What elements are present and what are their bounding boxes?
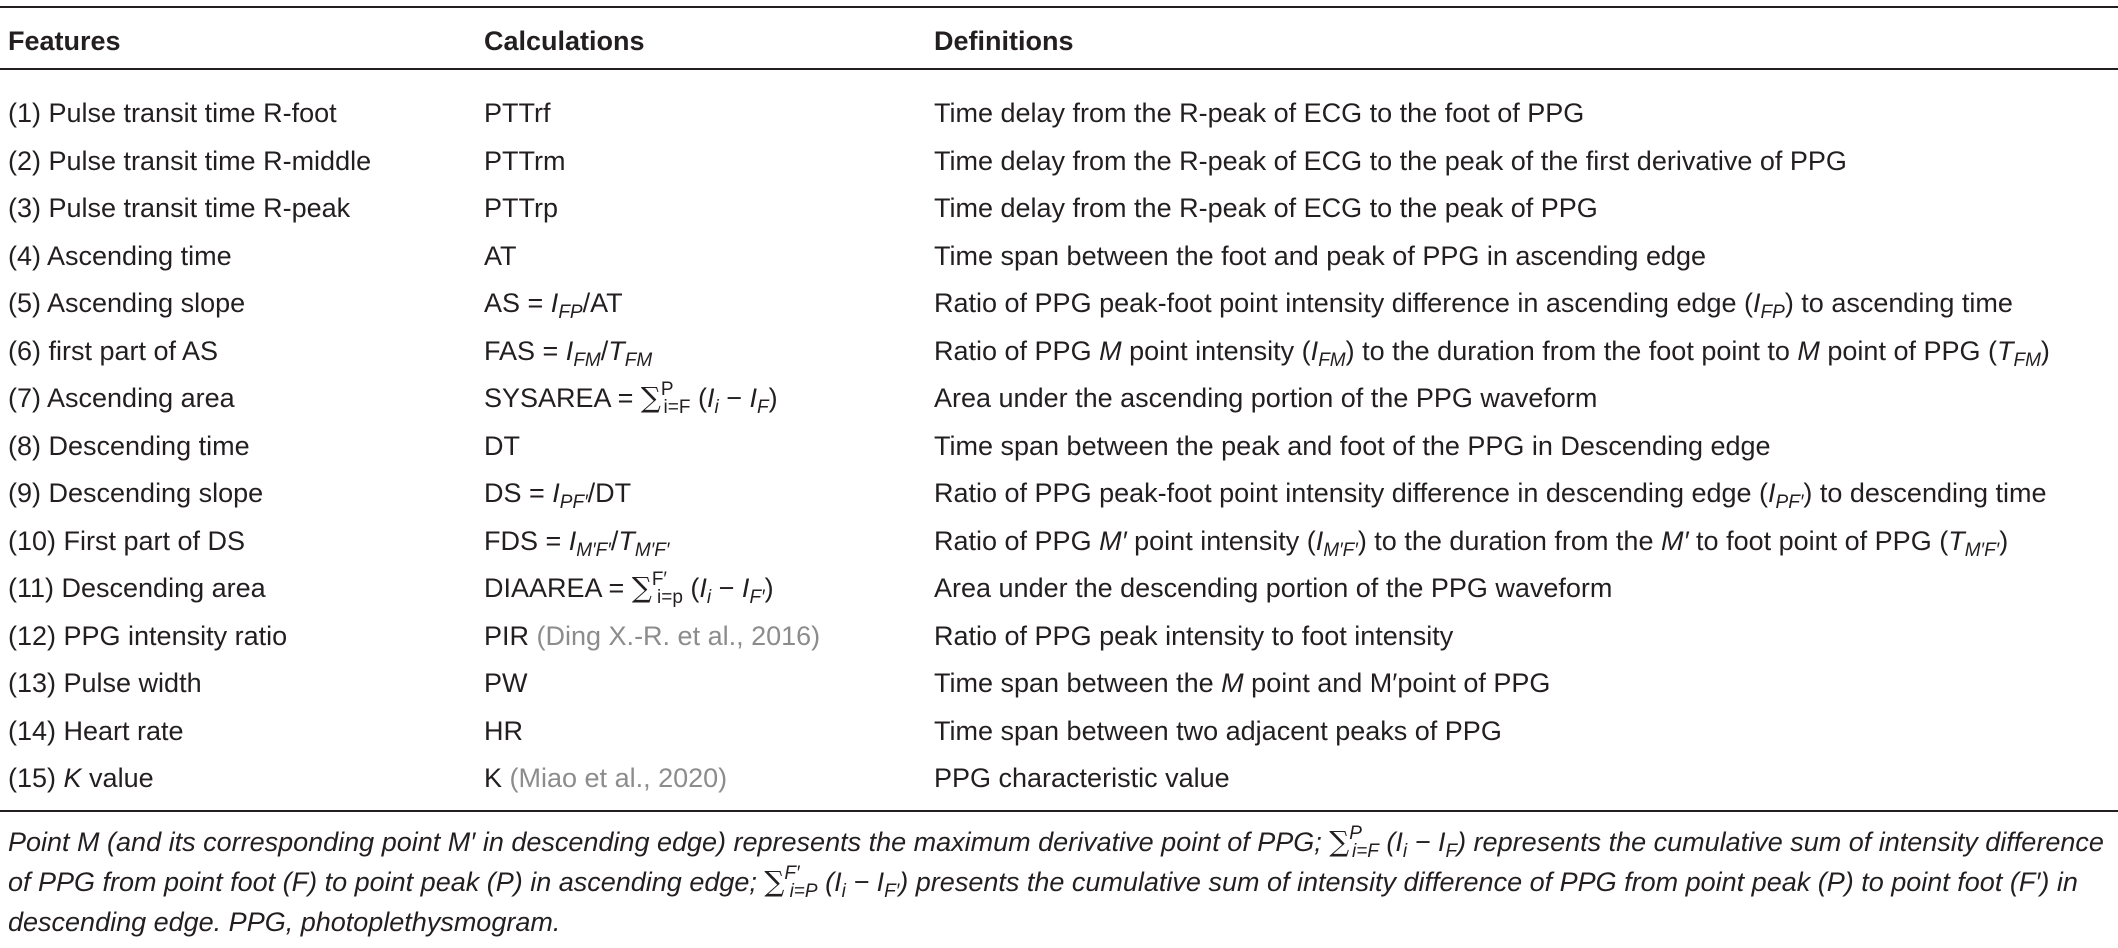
calculation-cell: DIAAREA = ∑$^{F'}_{i=p}$ $(I_i - I_{F'})$ — [484, 569, 774, 608]
calculation-cell: PIR (Ding X.-R. et al., 2016) — [484, 620, 821, 651]
feature-cell: (13) Pulse width — [8, 668, 202, 698]
feature-cell: (6) first part of AS — [8, 335, 219, 366]
calculation-cell: DT — [484, 430, 520, 461]
feature-cell: (3) Pulse transit time R-peak — [8, 193, 351, 223]
table-footnote: Point M (and its corresponding point M′ in descending edge) represents the maximum derivative point of PPG; ∑$^P_{i=F}$ $(I_i - I_F)$ represents the cumulative sum of intensity difference of PPG from point foot (F) to point peak (P) in ascending edge; ∑$^{F'}_{i=P}$ $(I_i - I_{F'})$ presents the cumulative sum of intensity difference of PPG from point peak (P) to point foot (F′) in descending edge. PPG, photoplethysmogram. — [8, 823, 2104, 937]
table-row — [0, 619, 2118, 667]
top-rule — [0, 6, 2118, 8]
calculation-cell: PTTrf — [484, 98, 551, 128]
definition-cell: PPG characteristic value — [934, 763, 1230, 793]
table-row — [0, 524, 2118, 572]
feature-cell: (9) Descending slope — [8, 478, 264, 508]
calculation-cell: K (Miao et al., 2020) — [484, 763, 728, 793]
calculation-cell: PTTrm — [484, 145, 566, 176]
calculation-cell: DS = $I_{PF'}/DT$ — [484, 478, 632, 513]
feature-cell: (12) PPG intensity ratio — [8, 620, 288, 651]
table-row — [0, 429, 2118, 477]
table-row — [0, 191, 2118, 239]
table-row — [0, 239, 2118, 287]
citation-link[interactable]: (Ding X.-R. et al., 2016) — [536, 620, 821, 651]
table-row — [0, 381, 2118, 429]
definition-cell: Ratio of PPG M′ point intensity $(I_{M'F'})$ to the duration from the M′ to foot point of PPG $(T_{M'F'})$ — [934, 525, 2009, 561]
table-row — [0, 476, 2118, 524]
calculation-cell: PW — [484, 668, 528, 698]
calculation-cell: SYSAREA = ∑$^P_{i=F}$ $(I_i - I_F)$ — [484, 379, 778, 418]
feature-cell: (5) Ascending slope — [8, 288, 246, 318]
calculation-cell: FDS = $I_{M'F'}/T_{M'F'}$ — [484, 525, 670, 561]
feature-cell: (15) K value — [8, 763, 154, 793]
table-row — [0, 571, 2118, 619]
table-row — [0, 96, 2118, 144]
feature-cell: (8) Descending time — [8, 430, 250, 461]
feature-cell: (4) Ascending time — [8, 240, 232, 271]
header-features: Features — [8, 26, 121, 56]
definition-cell: Ratio of PPG peak-foot point intensity difference in ascending edge $(I_{FP})$ to ascending time — [934, 288, 2013, 323]
feature-cell: (14) Heart rate — [8, 715, 184, 746]
definition-cell: Time span between two adjacent peaks of PPG — [934, 715, 1502, 746]
calculation-cell: HR — [484, 715, 523, 746]
definition-cell: Time span between the peak and foot of the PPG in Descending edge — [934, 430, 1771, 461]
definition-cell: Ratio of PPG M point intensity $(I_{FM})$ to the duration from the foot point to M point of PPG $(T_{FM})$ — [934, 335, 2050, 371]
definition-cell: Area under the descending portion of the PPG waveform — [934, 573, 1613, 603]
header-definitions: Definitions — [934, 26, 1074, 56]
definition-cell: Time delay from the R-peak of ECG to the peak of the first derivative of PPG — [934, 145, 1847, 176]
citation-link[interactable]: (Miao et al., 2020) — [509, 763, 728, 793]
header-calculations: Calculations — [484, 26, 645, 56]
feature-cell: (10) First part of DS — [8, 525, 246, 556]
table-row — [0, 714, 2118, 762]
table-row — [0, 144, 2118, 192]
table-row — [0, 286, 2118, 334]
definition-cell: Time span between the foot and peak of PPG in ascending edge — [934, 240, 1707, 271]
definition-cell: Time delay from the R-peak of ECG to the foot of PPG — [934, 98, 1585, 128]
table-row — [0, 761, 2118, 809]
calculation-cell: AT — [484, 240, 517, 271]
bottom-rule — [0, 810, 2118, 812]
definition-cell: Time delay from the R-peak of ECG to the peak of PPG — [934, 193, 1598, 223]
feature-cell: (2) Pulse transit time R-middle — [8, 145, 372, 176]
calculation-cell: PTTrp — [484, 193, 558, 223]
definition-cell: Time span between the M point and M′point of PPG — [934, 668, 1551, 698]
feature-cell: (7) Ascending area — [8, 383, 235, 413]
definition-cell: Area under the ascending portion of the PPG waveform — [934, 383, 1598, 413]
definition-cell: Ratio of PPG peak intensity to foot intensity — [934, 620, 1454, 651]
calculation-cell: AS = $I_{FP}/AT$ — [484, 288, 623, 323]
feature-cell: (1) Pulse transit time R-foot — [8, 98, 337, 128]
table-row — [0, 334, 2118, 382]
definition-cell: Ratio of PPG peak-foot point intensity difference in descending edge $(I_{PF'})$ to descending time — [934, 478, 2047, 513]
header-rule — [0, 68, 2118, 70]
table-row — [0, 666, 2118, 714]
calculation-cell: FAS = $I_{FM}/T_{FM}$ — [484, 335, 653, 371]
feature-cell: (11) Descending area — [8, 573, 266, 603]
